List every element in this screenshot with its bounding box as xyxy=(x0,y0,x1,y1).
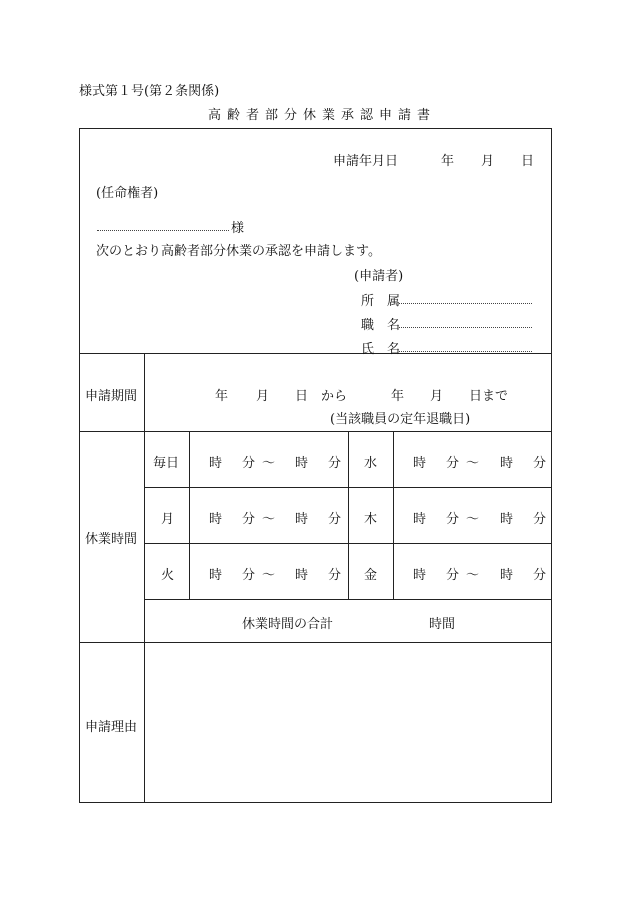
position-label: 職 名 xyxy=(361,318,401,333)
divider-row3 xyxy=(144,599,552,600)
row-left-day: 毎日 xyxy=(153,456,180,471)
start-hour: 時 xyxy=(413,512,427,527)
appointer-name-line[interactable] xyxy=(97,230,229,231)
day-column-line xyxy=(189,431,190,599)
total-label: 休業時間の合計 xyxy=(242,617,334,632)
end-minute: 分 xyxy=(533,512,547,527)
reason-label: 申請理由 xyxy=(85,720,138,735)
period-until: 日まで xyxy=(469,389,509,404)
start-hour: 時 xyxy=(209,512,223,527)
position-line[interactable] xyxy=(399,327,532,328)
period-note: (当該職員の定年退職日) xyxy=(330,412,471,427)
total-unit: 時間 xyxy=(429,617,456,632)
divider-total xyxy=(79,642,552,643)
leave-time-label: 休業時間 xyxy=(85,532,138,547)
end-minute: 分 xyxy=(328,568,342,583)
start-hour: 時 xyxy=(209,456,223,471)
start-hour: 時 xyxy=(413,456,427,471)
sama-label: 様 xyxy=(231,221,245,236)
start-minute: 分 xyxy=(242,456,256,471)
row-right-day: 金 xyxy=(364,568,378,583)
affiliation-label: 所 属 xyxy=(361,294,401,309)
range-tilde: ～ xyxy=(466,512,480,527)
end-hour: 時 xyxy=(295,512,309,527)
period-year: 年 xyxy=(215,389,229,404)
end-hour: 時 xyxy=(500,456,514,471)
period-label: 申請期間 xyxy=(85,389,138,404)
end-minute: 分 xyxy=(533,456,547,471)
end-minute: 分 xyxy=(328,512,342,527)
start-minute: 分 xyxy=(446,512,460,527)
start-minute: 分 xyxy=(446,456,460,471)
date-label: 申請年月日 xyxy=(333,154,399,169)
divider-period xyxy=(79,431,552,432)
intro-text: 次のとおり高齢者部分休業の承認を申請します。 xyxy=(96,244,381,259)
divider-header xyxy=(79,353,552,354)
range-tilde: ～ xyxy=(262,568,276,583)
period-month2: 月 xyxy=(430,389,444,404)
date-year: 年 xyxy=(441,154,455,169)
end-hour: 時 xyxy=(295,568,309,583)
form-number: 様式第１号(第２条関係) xyxy=(79,84,220,99)
name-label: 氏 名 xyxy=(361,342,401,357)
row-right-day: 木 xyxy=(364,512,378,527)
range-tilde: ～ xyxy=(262,456,276,471)
end-hour: 時 xyxy=(295,456,309,471)
affiliation-line[interactable] xyxy=(399,303,532,304)
start-minute: 分 xyxy=(242,512,256,527)
range-tilde: ～ xyxy=(262,512,276,527)
end-minute: 分 xyxy=(533,568,547,583)
date-day: 日 xyxy=(521,154,535,169)
day2-column-line xyxy=(393,431,394,599)
end-hour: 時 xyxy=(500,568,514,583)
end-hour: 時 xyxy=(500,512,514,527)
start-hour: 時 xyxy=(413,568,427,583)
label-column-line xyxy=(144,353,145,803)
start-minute: 分 xyxy=(446,568,460,583)
appointer-label: (任命権者) xyxy=(96,186,159,201)
row-left-day: 月 xyxy=(161,512,175,527)
range-tilde: ～ xyxy=(466,568,480,583)
period-year2: 年 xyxy=(391,389,405,404)
start-hour: 時 xyxy=(209,568,223,583)
start-minute: 分 xyxy=(242,568,256,583)
date-month: 月 xyxy=(481,154,495,169)
applicant-label: (申請者) xyxy=(354,269,404,284)
middle-column-line xyxy=(348,431,349,599)
range-tilde: ～ xyxy=(466,456,480,471)
row-left-day: 火 xyxy=(161,568,175,583)
row-right-day: 水 xyxy=(364,456,378,471)
form-title: 高齢者部分休業承認申請書 xyxy=(208,108,437,123)
period-month: 月 xyxy=(256,389,270,404)
name-line[interactable] xyxy=(399,351,532,352)
end-minute: 分 xyxy=(328,456,342,471)
reason-field[interactable] xyxy=(146,645,550,801)
period-from: 日 から xyxy=(295,389,348,404)
